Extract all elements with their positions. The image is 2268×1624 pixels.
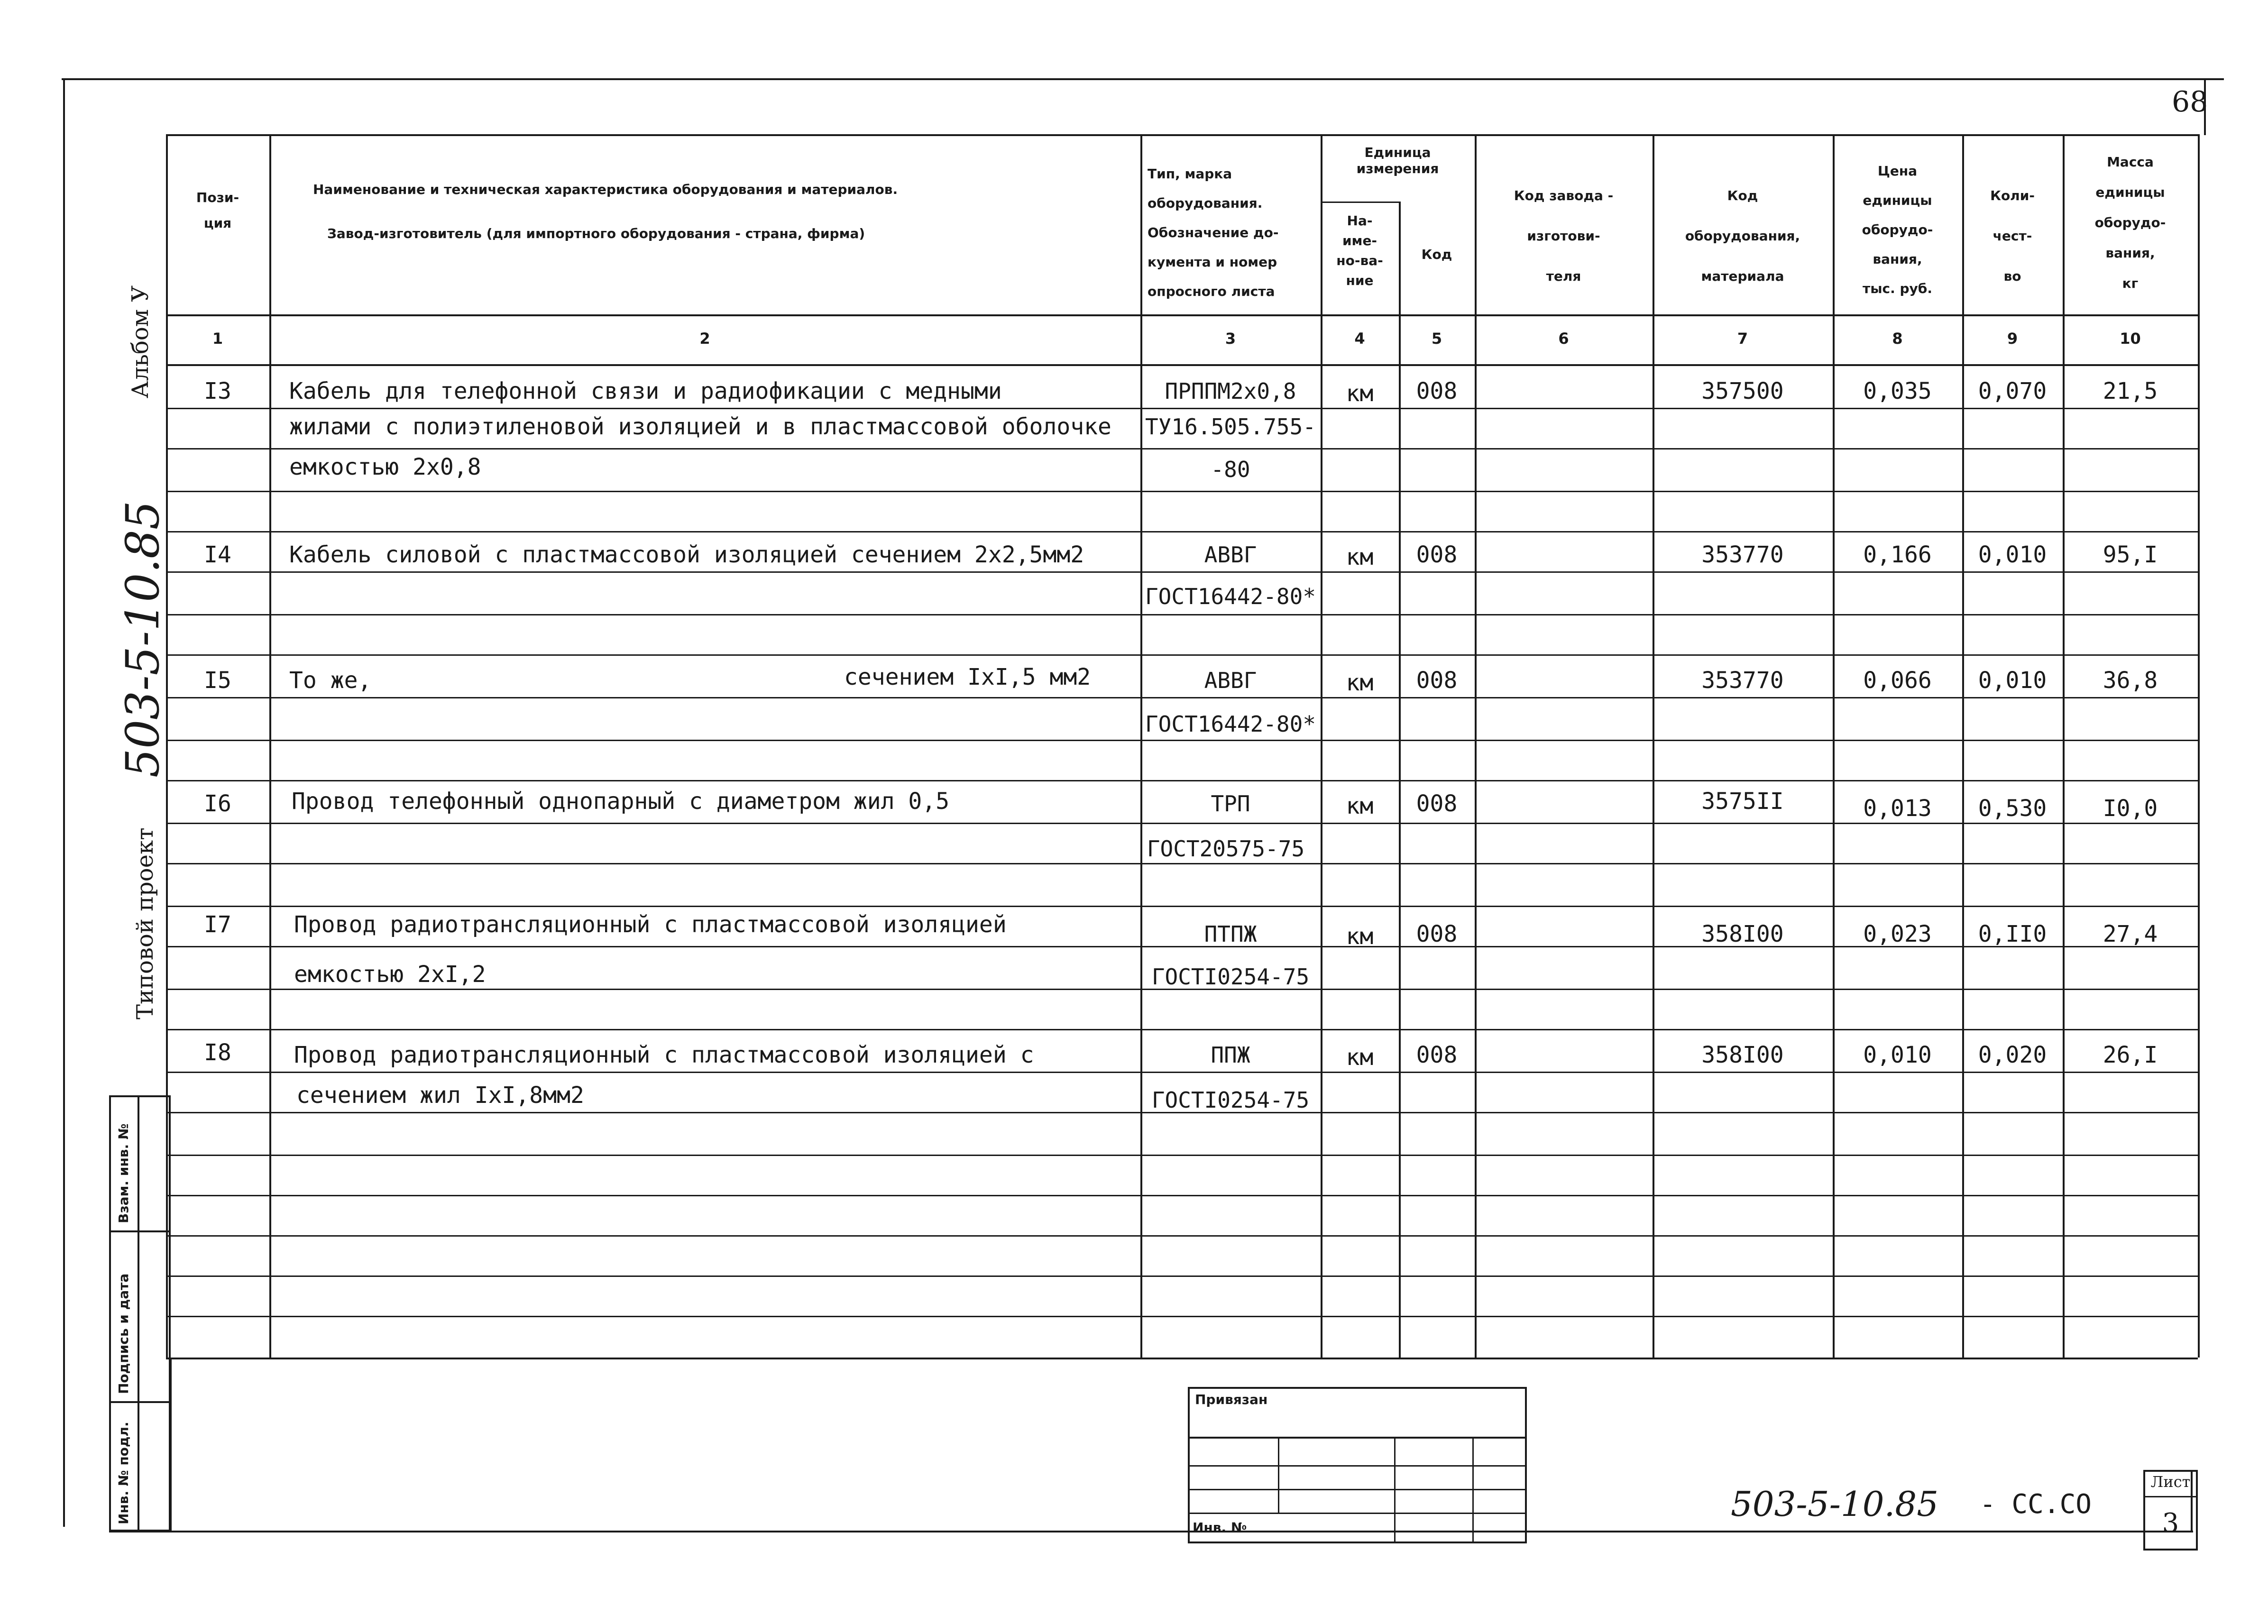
row-type-line: ПТПЖ [1204, 921, 1257, 947]
privyazan-line [1188, 1513, 1527, 1514]
row-name-line: емкостью 2хI,2 [294, 961, 486, 988]
header-col8: Цена единицы оборудо- вания, тыс. руб. [1862, 163, 1933, 296]
stamp-inv-label: Инв. № подл. [116, 1422, 131, 1524]
header-col1: Пози- ция [196, 190, 239, 231]
row-name-line: Кабель силовой с пластмассовой изоляцией сечением 2х2,5мм2 [289, 541, 1084, 568]
table-top-line [166, 134, 2198, 136]
row-equipment-code: 358I00 [1701, 921, 1784, 947]
privyazan-line [1188, 1437, 1527, 1439]
row-line [166, 1275, 2198, 1277]
row-type-line: ГОСТI0254-75 [1151, 964, 1310, 990]
row-mass: 95,I [2103, 541, 2158, 568]
row-type-line: ТРП [1211, 791, 1250, 817]
header-unit-group: Единица измерения [1356, 145, 1439, 176]
bottom-line [109, 1531, 2193, 1532]
column-number: 1 [212, 330, 223, 348]
header-bottom-line [166, 314, 2198, 316]
row-name-line: емкостью 2х0,8 [289, 454, 481, 480]
column-number: 5 [1431, 330, 1442, 348]
row-unit: км [1346, 544, 1374, 570]
row-mass: I0,0 [2103, 795, 2158, 822]
row-price: 0,166 [1863, 541, 1932, 568]
row-equipment-code: 358I00 [1701, 1042, 1784, 1068]
row-line [166, 740, 2198, 741]
privyazan-inv-label: Инв. № [1193, 1520, 1247, 1535]
row-line [166, 863, 2198, 864]
row-mass: 26,I [2103, 1042, 2158, 1068]
row-price: 0,023 [1863, 921, 1932, 947]
row-type-line: ТУ16.505.755- [1145, 414, 1316, 440]
row-quantity: 0,020 [1978, 1042, 2047, 1068]
header-col4: На- име- но-ва- ние [1336, 213, 1383, 288]
side-project-type-label: Типовой проект [132, 827, 158, 1019]
header-col5: Код [1421, 247, 1452, 262]
privyazan-col [1394, 1437, 1396, 1543]
row-quantity: 0,II0 [1978, 921, 2047, 947]
privyazan-line [1188, 1465, 1527, 1467]
row-name-line: Провод телефонный однопарный с диаметром жил 0,5 [292, 788, 950, 815]
row-equipment-code: 353770 [1701, 667, 1784, 694]
header-col9: Коли- чест- во [1990, 188, 2035, 284]
privyazan-col [1472, 1437, 1474, 1543]
row-line [166, 1072, 2198, 1073]
col-line [1962, 134, 1964, 1358]
col-line [2198, 134, 2200, 1358]
header-col2-line1: Наименование и техническая характеристика оборудования и материалов. [313, 182, 898, 197]
row-position: I8 [204, 1039, 231, 1066]
row-line [166, 531, 2198, 532]
stamp-sign-date-label: Подпись и дата [116, 1273, 131, 1394]
frame-top-line [62, 78, 2224, 80]
left-stamp-line [109, 1230, 171, 1232]
row-type-line: ГОСТ16442-80* [1145, 711, 1316, 737]
row-position: I5 [204, 667, 231, 694]
row-type-line: ППЖ [1211, 1042, 1250, 1068]
row-unit: км [1346, 1044, 1374, 1071]
row-type-line: ПРППМ2х0,8 [1165, 378, 1296, 404]
row-equipment-code: 357500 [1701, 378, 1784, 404]
column-number: 3 [1225, 330, 1236, 348]
col-line [1475, 134, 1477, 1358]
left-stamp-divider [138, 1095, 139, 1532]
row-unit: км [1346, 670, 1374, 696]
row-name-line: сечением IхI,5 мм2 [844, 664, 1091, 690]
document-code: 503-5-10.85 [1731, 1484, 1939, 1524]
row-unit-code: 008 [1416, 541, 1458, 568]
row-quantity: 0,530 [1978, 795, 2047, 822]
sheet-number: 3 [2162, 1508, 2179, 1539]
col-line [269, 134, 271, 1358]
row-name-line: жилами с полиэтиленовой изоляцией и в пластмассовой оболочке [289, 413, 1111, 440]
header-col6: Код завода - изготови- теля [1514, 188, 1614, 284]
privyazan-col [1278, 1437, 1279, 1513]
row-position: I4 [204, 541, 231, 568]
row-unit-code: 008 [1416, 378, 1458, 404]
left-stamp-line [109, 1401, 171, 1403]
row-price: 0,013 [1863, 795, 1932, 822]
privyazan-line [1188, 1489, 1527, 1490]
row-price: 0,010 [1863, 1042, 1932, 1068]
row-unit: км [1346, 923, 1374, 950]
row-unit-code: 008 [1416, 1042, 1458, 1068]
stamp-vzam-label: Взам. инв. № [116, 1123, 131, 1223]
col-line [1653, 134, 1654, 1358]
row-name-line: Кабель для телефонной связи и радиофикации с медными [289, 378, 1002, 404]
frame-left-line [63, 78, 65, 1527]
row-line [166, 408, 2198, 409]
row-line [166, 614, 2198, 615]
row-name-line: Провод радиотрансляционный с пластмассовой изоляцией с [294, 1042, 1034, 1068]
col-line [1399, 202, 1401, 1358]
row-mass: 36,8 [2103, 667, 2158, 694]
row-unit: км [1346, 793, 1374, 819]
row-price: 0,066 [1863, 667, 1932, 694]
row-line [166, 1235, 2198, 1237]
row-equipment-code: 3575II [1701, 788, 1784, 815]
row-name-line: сечением жил IхI,8мм2 [296, 1082, 584, 1109]
row-type-line: ГОСТ16442-80* [1145, 584, 1316, 609]
column-number: 6 [1558, 330, 1569, 348]
row-quantity: 0,010 [1978, 667, 2047, 694]
col-line [2063, 134, 2065, 1358]
row-type-line: ГОСТI0254-75 [1151, 1087, 1310, 1113]
row-line [166, 491, 2198, 492]
row-position: I6 [204, 790, 231, 817]
row-line [166, 906, 2198, 907]
column-number: 10 [2120, 330, 2141, 348]
table-bottom-line [166, 1358, 2198, 1359]
row-type-line: -80 [1211, 457, 1250, 482]
row-type-line: АВВГ [1204, 542, 1257, 568]
column-number: 8 [1892, 330, 1903, 348]
privyazan-label: Привязан [1195, 1392, 1268, 1407]
side-album-label: Альбом У [127, 285, 154, 398]
row-line [166, 654, 2198, 656]
side-project-number: 503-5-10.85 [116, 500, 169, 778]
row-position: I3 [204, 378, 231, 404]
header-col10: Масса единицы оборудо- вания, кг [2094, 154, 2166, 291]
row-line [166, 697, 2198, 698]
row-type-line: АВВГ [1204, 668, 1257, 693]
row-type-line: ГОСТ20575-75 [1147, 836, 1305, 862]
row-unit-code: 008 [1416, 667, 1458, 694]
row-quantity: 0,070 [1978, 378, 2047, 404]
header-col7: Код оборудования, материала [1685, 188, 1800, 284]
sheet-label: Лист [2150, 1473, 2191, 1491]
row-position: I7 [204, 911, 231, 938]
row-mass: 21,5 [2103, 378, 2158, 404]
row-quantity: 0,010 [1978, 541, 2047, 568]
row-mass: 27,4 [2103, 921, 2158, 947]
header-col2-line2: Завод-изготовитель (для импортного оборудования - страна, фирма) [327, 226, 865, 241]
col-line [1833, 134, 1835, 1358]
row-name-line: То же, [289, 667, 372, 694]
document-suffix: - СС.СО [1980, 1489, 2092, 1520]
row-line [166, 571, 2198, 573]
sheet-divider [2143, 1496, 2198, 1497]
col-line [1140, 134, 1142, 1358]
row-price: 0,035 [1863, 378, 1932, 404]
page-number: 68 [2172, 85, 2208, 119]
row-name-line: Провод радиотрансляционный с пластмассовой изоляцией [294, 911, 1007, 938]
column-number: 7 [1737, 330, 1748, 348]
row-line [166, 1316, 2198, 1317]
row-unit: км [1346, 380, 1374, 407]
column-number: 9 [2007, 330, 2018, 348]
col-line [1321, 134, 1322, 1358]
row-unit-code: 008 [1416, 790, 1458, 817]
row-line [166, 780, 2198, 781]
header-col3: Тип, марка оборудования. Обозначение до- кумента и номер опросного листа [1148, 166, 1279, 299]
column-number: 2 [699, 330, 710, 348]
row-equipment-code: 353770 [1701, 541, 1784, 568]
row-line [166, 823, 2198, 824]
row-line [166, 448, 2198, 450]
colnum-bottom-line [166, 364, 2198, 366]
row-line [166, 1155, 2198, 1156]
row-line [166, 1029, 2198, 1030]
column-number: 4 [1354, 330, 1365, 348]
bottom-left-line [170, 1358, 172, 1531]
row-line [166, 1195, 2198, 1196]
unit-subheader-line [1321, 202, 1399, 203]
row-unit-code: 008 [1416, 921, 1458, 947]
